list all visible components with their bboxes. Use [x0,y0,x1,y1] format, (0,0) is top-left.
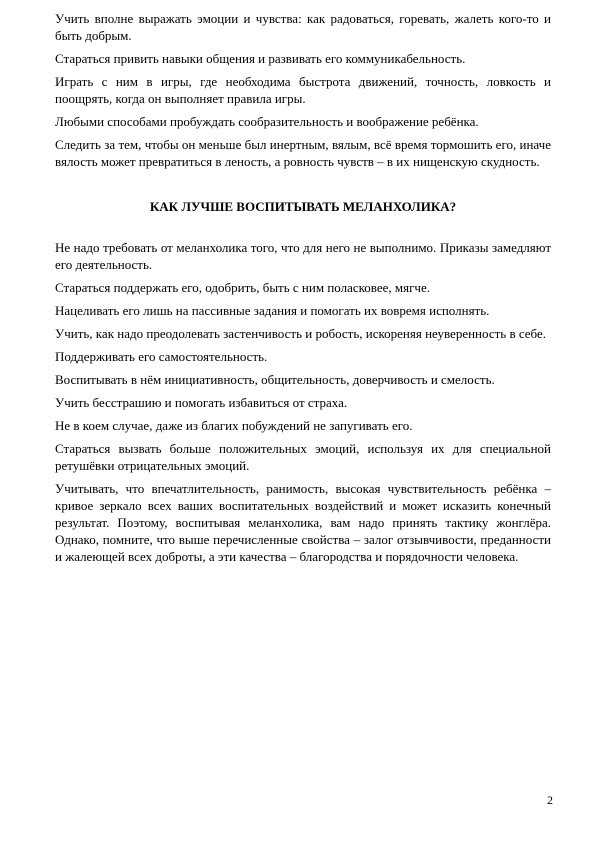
page-number: 2 [547,793,553,807]
section-spacer [55,176,551,198]
paragraph-express-emotions: Учить вполне выражать эмоции и чувства: как радоваться, горевать, жалеть кого-то и быть добрым. [55,11,551,43]
paragraph-passive-tasks: Нацеливать его лишь на пассивные задания и помогать их вовремя исполнять. [55,303,490,318]
paragraph-communication-skills: Стараться привить навыки общения и развивать его коммуникабельность. [55,51,466,66]
document-page [55,10,551,571]
paragraph-do-not-demand: Не надо требовать от меланхолика того, что для него не выполнимо. Приказы замедляют его деятельность. [55,240,551,272]
paragraph-support: Стараться поддержать его, одобрить, быть с ним поласковее, мягче. [55,280,430,295]
paragraph-awaken-imagination: Любыми способами пробуждать сообразительность и воображение ребёнка. [55,114,479,129]
paragraph-avoid-inertness: Следить за тем, чтобы он меньше был инертным, вялым, всё время тормошить его, иначе вялость может превратиться в леность, а ровность чувств – в их нищенскую скудность. [55,137,551,169]
paragraph-independence: Поддерживать его самостоятельность. [55,349,268,364]
paragraph-positive-emotions: Стараться вызвать больше положительных эмоций, используя их для специальной ретушёвки отрицательных эмоций. [55,441,551,473]
section-heading-melancholic: КАК ЛУЧШЕ ВОСПИТЫВАТЬ МЕЛАНХОЛИКА? [149,199,457,214]
paragraph-play-games: Играть с ним в игры, где необходима быстрота движений, точность, ловкость и поощрять, когда он выполняет правила игры. [55,74,551,106]
paragraph-fearlessness: Учить бесстрашию и помогать избавиться от страха. [55,395,348,410]
paragraph-overcome-shyness: Учить, как надо преодолевать застенчивость и робость, искореняя неуверенность в себе. [55,326,547,341]
paragraph-initiative: Воспитывать в нём инициативность, общительность, доверчивость и смелость. [55,372,495,387]
paragraph-do-not-frighten: Не в коем случае, даже из благих побуждений не запугивать его. [55,418,413,433]
paragraph-sensitivity: Учитывать, что впечатлительность, ранимость, высокая чувствительность ребёнка – кривое зеркало всех ваших воспитательных воздействий и может исказить конечный результат. Поэтому, воспитывая меланхолика, вам надо принять тактику жонглёра. Однако, помните, что выше перечисленные свойства – залог отзывчивости, преданности и жалеющей всех доброты, а эти качества – благородства и порядочности человека. [55,481,551,564]
